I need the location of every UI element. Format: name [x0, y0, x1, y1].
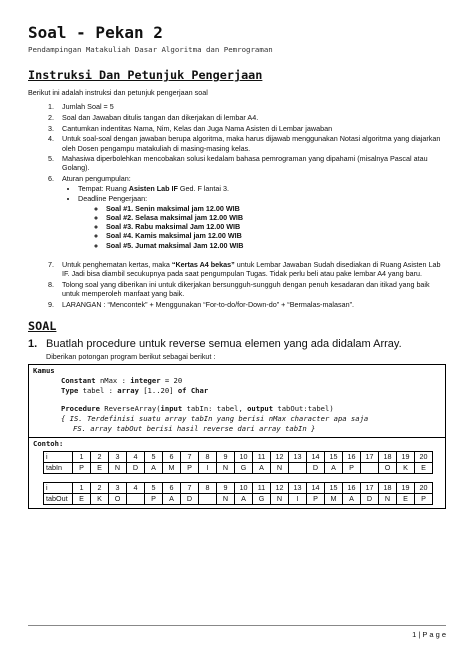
code-text: tabIn: tabel, [182, 404, 248, 414]
table-cell: A [145, 463, 163, 474]
kamus-label: Kamus [33, 366, 55, 376]
table-cell: 15 [325, 483, 343, 494]
kw: Procedure [61, 404, 100, 414]
deadline-item: ◦ Soal #2. Selasa maksimal jam 12.00 WIB [106, 213, 446, 222]
table-cell: M [163, 463, 181, 474]
table-cell: D [127, 463, 145, 474]
value-row [44, 494, 433, 505]
table-cell: N [109, 463, 127, 474]
type-line [33, 386, 441, 396]
instruction-item [56, 260, 446, 278]
table-cell: 13 [289, 452, 307, 463]
instruction-item: 1. Jumlah Soal = 5 [56, 102, 446, 111]
soal-heading: SOAL [28, 319, 57, 334]
table-cell: G [253, 494, 271, 505]
table-cell: I [289, 494, 307, 505]
table-cell: K [91, 494, 109, 505]
table-cell: 11 [253, 483, 271, 494]
table-cell: A [235, 494, 253, 505]
table-cell: 18 [379, 483, 397, 494]
page-number: 1 | P a g e [412, 630, 446, 639]
table-cell: P [415, 494, 433, 505]
table-cell [127, 494, 145, 505]
table-cell: A [253, 463, 271, 474]
table-cell: P [307, 494, 325, 505]
contoh-label: Contoh: [33, 439, 64, 449]
rule-deadline [78, 194, 446, 203]
table-cell: 2 [91, 483, 109, 494]
row-label: i [44, 452, 73, 463]
code-text: tabel : [78, 386, 118, 396]
place-suffix: Ged. F lantai 3. [177, 184, 230, 194]
contoh-section [29, 438, 445, 508]
deadline-label: Deadline Pengerjaan: [78, 193, 148, 203]
deadline-list [62, 204, 446, 250]
page-title: Soal - Pekan 2 [28, 23, 163, 42]
table-cell: N [217, 494, 235, 505]
table-cell: E [397, 494, 415, 505]
place-bold: Asisten Lab IF [128, 184, 178, 194]
deadline-item: ◦ Soal #1. Senin maksimal jam 12.00 WIB [106, 204, 446, 213]
value-row [44, 463, 433, 474]
item7-suffix: untuk Lembar Jawaban Sudah disediakan di Ruang Asisten Lab IF. Jadi bisa diambil secukupnya pada saat pengumpulan Tugas. Tidak perlu beli atau pake lembar A4 yang baru. [62, 260, 441, 279]
table-cell: N [271, 494, 289, 505]
kw: array [117, 386, 139, 396]
table-cell: 6 [163, 483, 181, 494]
place-prefix: Tempat: Ruang [78, 184, 129, 194]
deadline-item: ◦ Soal #4. Kamis maksimal jam 12.00 WIB [106, 231, 446, 240]
question-1 [28, 338, 446, 350]
table-cell: 13 [289, 483, 307, 494]
table-cell: 7 [181, 452, 199, 463]
index-row [44, 483, 433, 494]
item7-bold: “Kertas A4 bekas” [171, 260, 235, 270]
table-cell: 3 [109, 483, 127, 494]
index-row [44, 452, 433, 463]
item7-prefix: Untuk penghematan kertas, maka [62, 260, 172, 270]
tabin-table [43, 451, 433, 474]
instruction-item: 4. Untuk soal-soal dengan jawaban berupa algoritma, maka harus dijawab menggunakan Notasi algoritma yang diajarkan oleh Dosen pengampu matakuliah di masing-masing kelas. [56, 134, 446, 152]
table-cell: E [415, 463, 433, 474]
table-cell: 14 [307, 452, 325, 463]
instructions-intro: Berikut ini adalah instruksi dan petunjuk pengerjaan soal [28, 88, 208, 97]
table-cell: 12 [271, 452, 289, 463]
table-cell: K [397, 463, 415, 474]
table-cell: 17 [361, 483, 379, 494]
deadline-item: ◦ Soal #5. Jumat maksimal Jam 12.00 WIB [106, 241, 446, 250]
table-cell: 20 [415, 452, 433, 463]
instruction-item: 2. Soal dan Jawaban ditulis tangan dan dikerjakan di lembar A4. [56, 113, 446, 122]
table-cell: D [361, 494, 379, 505]
table-cell: N [271, 463, 289, 474]
table-cell: A [163, 494, 181, 505]
table-cell: D [181, 494, 199, 505]
kw: integer [130, 376, 161, 386]
kamus-section [29, 365, 445, 438]
table-cell: 12 [271, 483, 289, 494]
table-cell: 9 [217, 483, 235, 494]
row-label: tabOut [44, 494, 73, 505]
instruction-item: 5. Mahasiwa diperbolehkan mencobakan solusi kedalam bahasa pemrograman yang dipahami (misalnya Pascal atau Golang). [56, 154, 446, 172]
code-text: = 20 [160, 376, 183, 386]
table-cell: P [73, 463, 91, 474]
page-subtitle: Pendampingan Matakuliah Dasar Algoritma dan Pemrograman [28, 45, 273, 54]
table-cell: P [181, 463, 199, 474]
const-line [33, 376, 441, 386]
table-cell: E [91, 463, 109, 474]
instruction-item: 3. Cantumkan indentitas Nama, Nim, Kelas dan Juga Nama Asisten di Lembar jawaban [56, 124, 446, 133]
table-cell: 19 [397, 483, 415, 494]
instructions-heading: Instruksi Dan Petunjuk Pengerjaan [28, 68, 263, 82]
deadline-item: ◦ Soal #3. Rabu maksimal Jam 12.00 WIB [106, 222, 446, 231]
table-cell: 1 [73, 483, 91, 494]
table-cell: 15 [325, 452, 343, 463]
table-cell: 4 [127, 452, 145, 463]
table-cell: N [217, 463, 235, 474]
table-cell: 19 [397, 452, 415, 463]
page-footer [28, 625, 446, 639]
instruction-item: 9. LARANGAN : “Mencontek” + Menggunakan “For-to-do/for-Down-do” + “Bermalas-malasan”. [56, 300, 446, 309]
rules-list [62, 184, 446, 202]
kw: Type [61, 386, 79, 396]
kw: Constant [61, 376, 96, 386]
table-cell: 2 [91, 452, 109, 463]
table-cell: A [343, 494, 361, 505]
table-cell: 17 [361, 452, 379, 463]
table-cell: P [343, 463, 361, 474]
kw: output [247, 404, 274, 414]
table-cell: O [109, 494, 127, 505]
instruction-item-rules [56, 174, 446, 259]
question-1-sub: Diberikan potongan program berikut sebagai berikut : [46, 352, 216, 362]
table-cell: 8 [199, 483, 217, 494]
row-label: i [44, 483, 73, 494]
code-text: tabOut:tabel) [273, 404, 334, 414]
table-cell: 5 [145, 452, 163, 463]
table-cell: 10 [235, 483, 253, 494]
table-cell: 6 [163, 452, 181, 463]
table-cell: 4 [127, 483, 145, 494]
table-cell: E [73, 494, 91, 505]
table-cell: 11 [253, 452, 271, 463]
table-cell: 20 [415, 483, 433, 494]
table-cell: D [307, 463, 325, 474]
table-cell: 10 [235, 452, 253, 463]
code-text: ReverseArray( [99, 404, 161, 414]
comment-line-1: { IS. Terdefinisi suatu array tabIn yang berisi nMax character apa saja [61, 414, 369, 424]
table-cell: 16 [343, 452, 361, 463]
table-cell: A [325, 463, 343, 474]
table-cell [199, 494, 217, 505]
kw: input [160, 404, 183, 414]
table-cell: 3 [109, 452, 127, 463]
comment-line-2: FS. array tabOut berisi hasil reverse dari array tabIn } [73, 424, 316, 434]
table-cell: 16 [343, 483, 361, 494]
table-cell: O [379, 463, 397, 474]
table-cell [361, 463, 379, 474]
table-cell: I [199, 463, 217, 474]
instruction-item: 8. Tolong soal yang diberikan ini untuk dikerjakan bersungguh-sungguh dengan penuh kesadaran dan itikad yang baik untuk memperoleh manfaat yang baik. [56, 280, 446, 298]
rules-label: Aturan pengumpulan: [62, 174, 131, 184]
tabout-table [43, 482, 433, 505]
question-text: Buatlah procedure untuk reverse semua elemen yang ada didalam Array. [46, 338, 402, 351]
code-text: [1..20] [138, 386, 178, 396]
instructions-list [28, 102, 446, 309]
table-cell: 14 [307, 483, 325, 494]
table-cell: M [325, 494, 343, 505]
table-cell: 7 [181, 483, 199, 494]
code-text: nMax : [95, 376, 131, 386]
table-cell: N [379, 494, 397, 505]
document-page [28, 24, 446, 509]
table-cell [289, 463, 307, 474]
question-number: 1. [28, 338, 38, 351]
table-cell: 9 [217, 452, 235, 463]
rule-place [78, 184, 446, 193]
proc-line [33, 404, 441, 414]
table-cell: G [235, 463, 253, 474]
table-cell: 8 [199, 452, 217, 463]
row-label: tabIn [44, 463, 73, 474]
table-cell: P [145, 494, 163, 505]
table-cell: 1 [73, 452, 91, 463]
table-cell: 5 [145, 483, 163, 494]
kw: of Char [177, 386, 209, 396]
code-box [28, 364, 446, 509]
table-cell: 18 [379, 452, 397, 463]
